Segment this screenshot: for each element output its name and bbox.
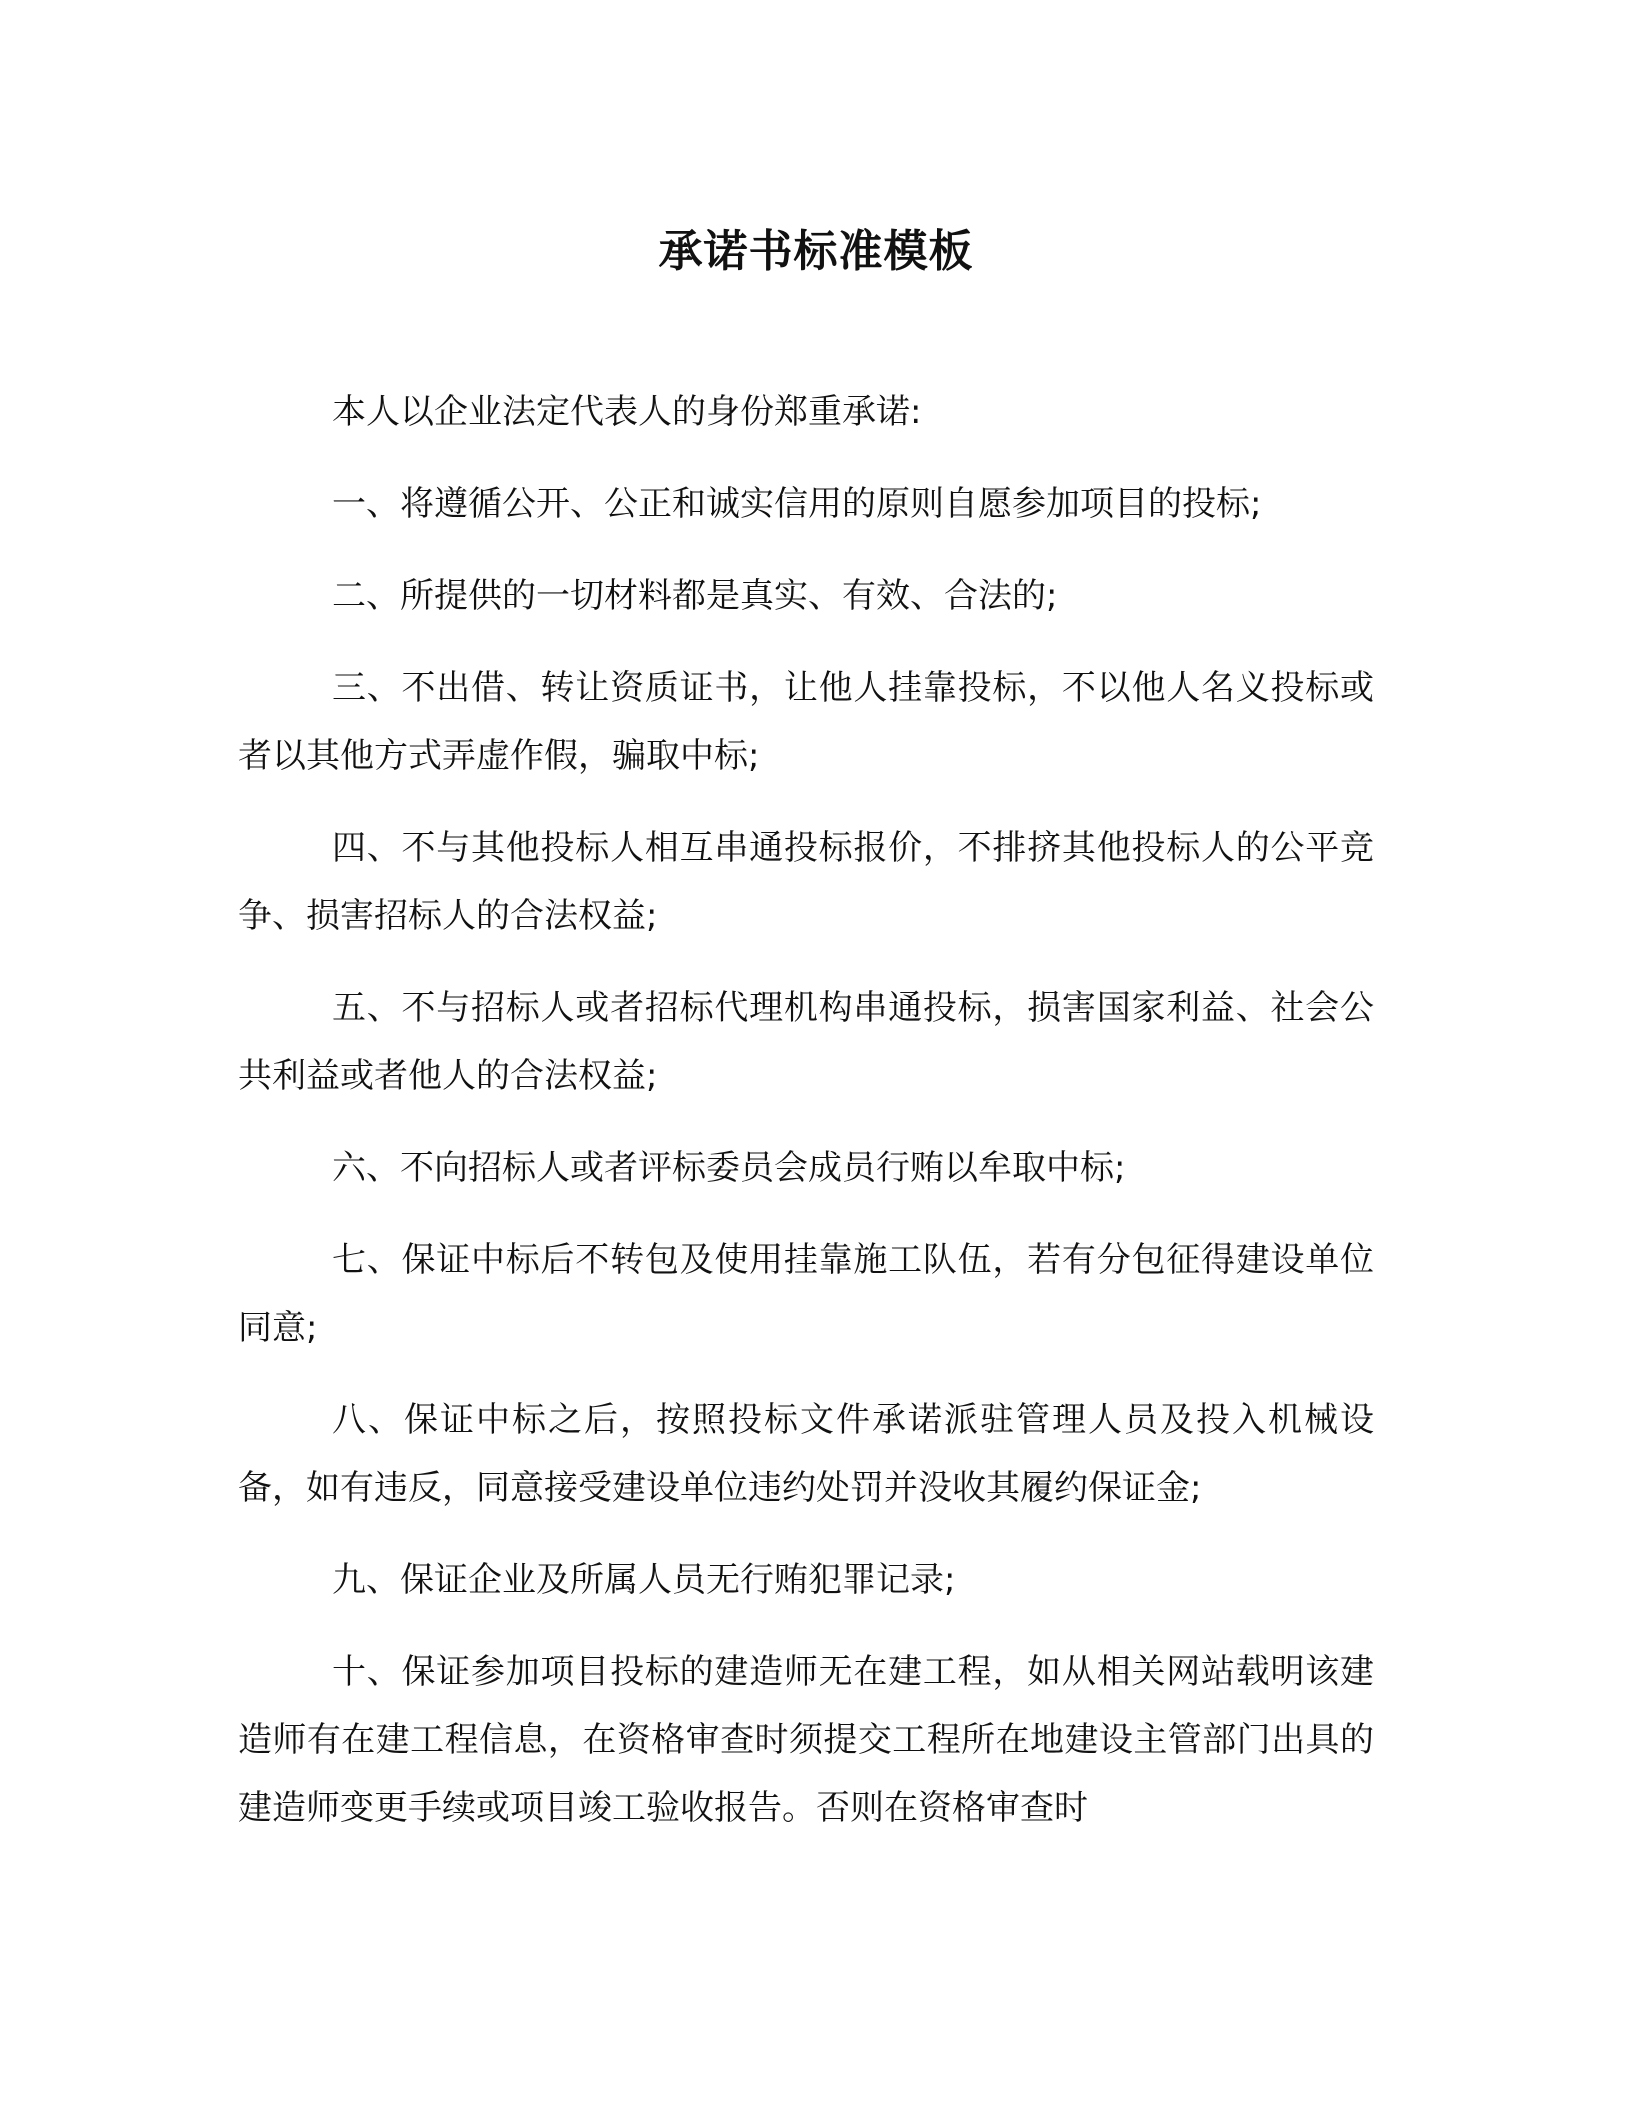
commitment-item-7: 七、保证中标后不转包及使用挂靠施工队伍，若有分包征得建设单位同意; [238, 1240, 1374, 1348]
commitment-item-2: 二、所提供的一切材料都是真实、有效、合法的; [332, 576, 1058, 616]
intro-paragraph: 本人以企业法定代表人的身份郑重承诺: [332, 392, 922, 432]
commitment-item-9: 九、保证企业及所属人员无行贿犯罪记录; [332, 1560, 956, 1600]
commitment-item-4: 四、不与其他投标人相互串通投标报价，不排挤其他投标人的公平竞争、损害招标人的合法权益; [238, 828, 1374, 936]
document-body [238, 378, 1374, 1866]
commitment-item-8: 八、保证中标之后，按照投标文件承诺派驻管理人员及投入机械设备，如有违反，同意接受建设单位违约处罚并没收其履约保证金; [238, 1400, 1374, 1508]
commitment-item-10: 十、保证参加项目投标的建造师无在建工程，如从相关网站载明该建造师有在建工程信息，在资格审查时须提交工程所在地建设主管部门出具的建造师变更手续或项目竣工验收报告。否则在资格审查时 [238, 1652, 1374, 1828]
commitment-item-3: 三、不出借、转让资质证书，让他人挂靠投标，不以他人名义投标或者以其他方式弄虚作假，骗取中标; [238, 668, 1374, 776]
commitment-item-6: 六、不向招标人或者评标委员会成员行贿以牟取中标; [332, 1148, 1126, 1188]
commitment-item-1: 一、将遵循公开、公正和诚实信用的原则自愿参加项目的投标; [332, 484, 1262, 524]
commitment-item-5: 五、不与招标人或者招标代理机构串通投标，损害国家利益、社会公共利益或者他人的合法权益; [238, 988, 1374, 1096]
document-title: 承诺书标准模板 [658, 226, 974, 277]
